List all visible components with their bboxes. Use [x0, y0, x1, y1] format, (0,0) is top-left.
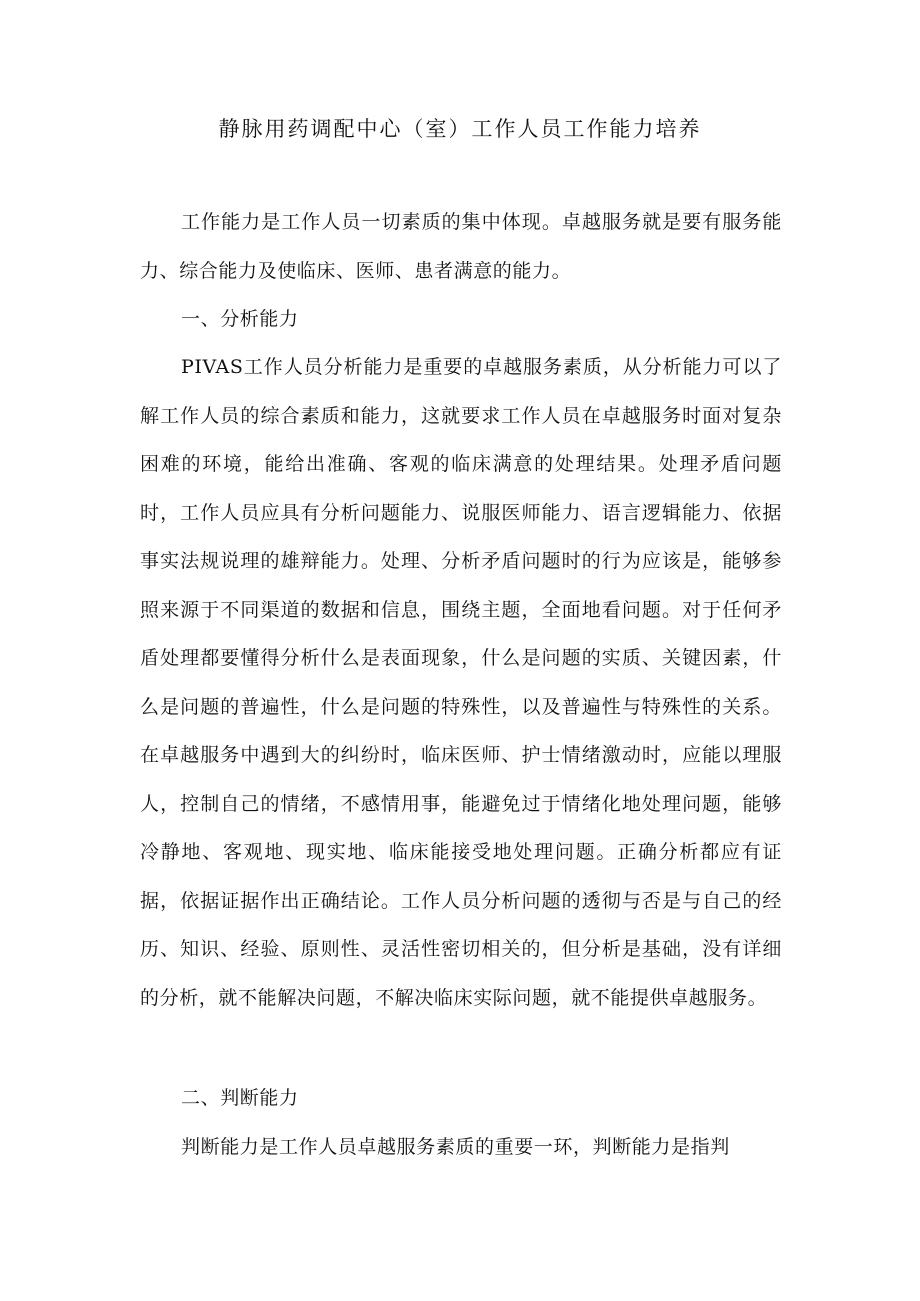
section-paragraph-judgment: 判断能力是工作人员卓越服务素质的重要一环，判断能力是指判 [181, 1136, 730, 1158]
section-paragraph-analysis: PIVAS工作人员分析能力是重要的卓越服务素质，从分析能力可以了解工作人员的综合素质和能力，这就要求工作人员在卓越服务时面对复杂困难的环境，能给出准确、客观的临床满意的处理结果。处理矛盾问题时，工作人员应具有分析问题能力、说服医师能力、语言逻辑能力、依据事实法规说理的雄辩能力。处理、分析矛盾问题时的行为应该是，能够参照来源于不同渠道的数据和信息，围绕主题，全面地看问题。对于任何矛盾处理都要懂得分析什么是表面现象，什么是问题的实质、关键因素，什么是问题的普遍性，什么是问题的特殊性，以及普遍性与特殊性的关系。在卓越服务中遇到大的纠纷时，临床医师、护士情绪激动时，应能以理服人，控制自己的情绪，不感情用事，能避免过于情绪化地处理问题，能够冷静地、客观地、现实地、临床能接受地处理问题。正确分析都应有证据，依据证据作出正确结论。工作人员分析问题的透彻与否是与自己的经历、知识、经验、原则性、灵活性密切相关的，但分析是基础，没有详细的分析，就不能解决问题，不解决临床实际问题，就不能提供卓越服务。 [140, 356, 782, 1009]
intro-paragraph: 工作能力是工作人员一切素质的集中体现。卓越服务就是要有服务能力、综合能力及使临床、医师、患者满意的能力。 [140, 211, 782, 282]
document-title: 静脉用药调配中心（室）工作人员工作能力培养 [218, 117, 702, 141]
section-heading-judgment: 二、判断能力 [181, 1087, 299, 1109]
section-heading-analysis: 一、分析能力 [181, 308, 299, 330]
